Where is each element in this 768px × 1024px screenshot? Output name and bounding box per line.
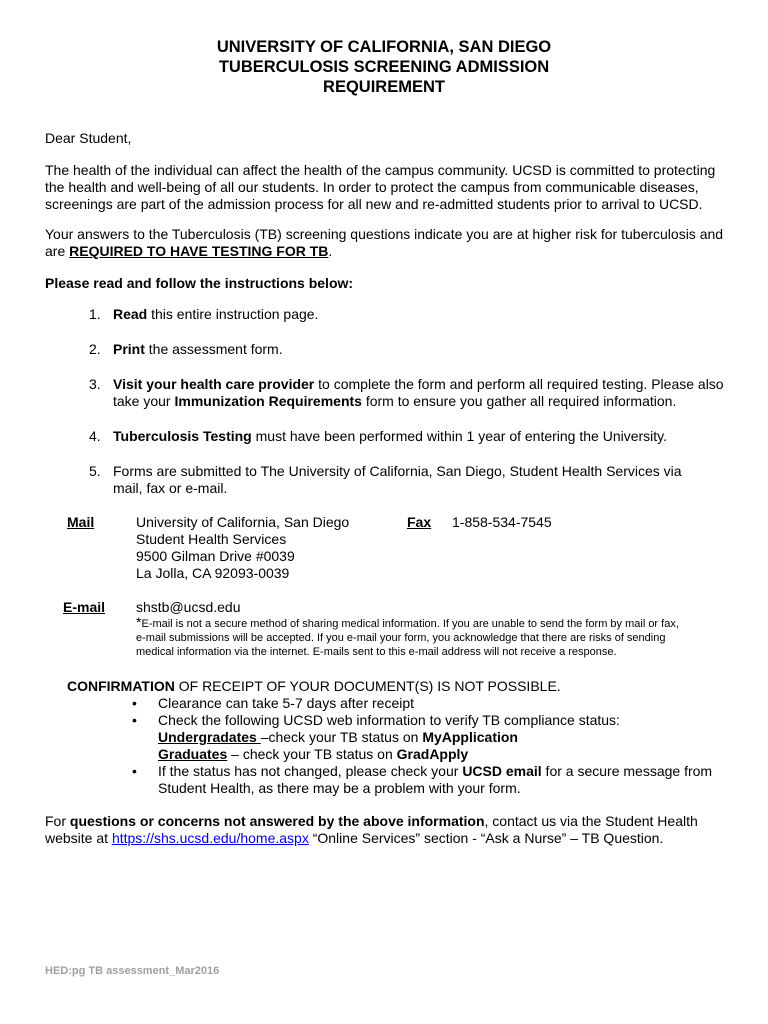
b3-post: for a secure message from bbox=[541, 763, 713, 779]
title-line-2: TUBERCULOSIS SCREENING ADMISSION bbox=[218, 58, 550, 76]
gradapply-text: GradApply bbox=[396, 746, 469, 762]
step-3-line-2 bbox=[113, 393, 733, 410]
closing-bold: questions or concerns not answered by the above information bbox=[69, 813, 485, 829]
bullet-line: Check the following UCSD web information to verify TB compliance status: bbox=[158, 712, 620, 728]
confirmation-notice bbox=[67, 678, 561, 695]
intro-line-3: screenings are part of the admission process for all new and re-admitted students prior to arrival to UCSD. bbox=[45, 196, 703, 212]
closing-l2-pre: website at bbox=[45, 830, 112, 846]
step-text bbox=[113, 306, 733, 323]
fax-label: Fax bbox=[407, 514, 432, 530]
email-note-line-2: e-mail submissions will be accepted. If you e-mail your form, you acknowledge that there are risks of sending bbox=[136, 632, 666, 644]
closing-post: , contact us via the Student Health bbox=[484, 813, 698, 829]
asterisk: * bbox=[136, 614, 142, 630]
bullet-text bbox=[158, 712, 738, 763]
bullet-text bbox=[158, 763, 738, 797]
bullet-icon: • bbox=[132, 695, 137, 711]
email-note-line-3: medical information via the internet. E-mails sent to this e-mail address will not receive a response. bbox=[136, 646, 617, 658]
undergrad-line bbox=[158, 729, 738, 746]
email-address: shstb@ucsd.edu bbox=[136, 599, 241, 615]
footer-reference: HED:pg TB assessment_Mar2016 bbox=[45, 965, 220, 977]
bullet-icon: • bbox=[132, 712, 137, 728]
step-rest: the assessment form. bbox=[144, 341, 283, 357]
grad-line bbox=[158, 746, 738, 763]
closing-l2-post: “Online Services” section - “Ask a Nurse” – TB Question. bbox=[308, 830, 664, 846]
address-line: Student Health Services bbox=[136, 531, 287, 547]
fax-number: 1-858-534-7545 bbox=[452, 514, 552, 530]
mail-label: Mail bbox=[67, 514, 95, 530]
title-line-1: UNIVERSITY OF CALIFORNIA, SAN DIEGO bbox=[216, 38, 552, 56]
intro-paragraph bbox=[45, 162, 725, 213]
closing-line-1 bbox=[45, 813, 725, 830]
required-testing-text: REQUIRED TO HAVE TESTING FOR TB bbox=[69, 243, 329, 259]
step-bold: Tuberculosis Testing bbox=[113, 428, 252, 444]
step-text bbox=[113, 376, 733, 410]
salutation: Dear Student, bbox=[45, 130, 132, 146]
email-note bbox=[136, 615, 736, 659]
step-number: 3. bbox=[89, 376, 101, 392]
risk-line-2-post: . bbox=[328, 243, 333, 259]
step-5-line-2: mail, fax or e-mail. bbox=[113, 480, 228, 496]
step-bold: Read bbox=[113, 306, 148, 322]
email-note-line-1 bbox=[136, 615, 736, 631]
step-5-line-1: Forms are submitted to The University of California, San Diego, Student Health Services via bbox=[113, 463, 682, 479]
b3-pre: If the status has not changed, please check your bbox=[158, 763, 463, 779]
risk-line-1: Your answers to the Tuberculosis (TB) screening questions indicate you are at higher risk for tuberculosis and bbox=[45, 226, 724, 242]
step-text bbox=[113, 428, 733, 445]
shs-website-link[interactable]: https://shs.ucsd.edu/home.aspx bbox=[111, 830, 309, 846]
risk-paragraph bbox=[45, 226, 725, 260]
risk-line-2-pre: are bbox=[45, 243, 70, 259]
address-line: La Jolla, CA 92093-0039 bbox=[136, 565, 290, 581]
address-line: 9500 Gilman Drive #0039 bbox=[136, 548, 295, 564]
step-rest: this entire instruction page. bbox=[147, 306, 319, 322]
mail-address bbox=[136, 514, 349, 582]
address-line: University of California, San Diego bbox=[136, 514, 350, 530]
grad-label: Graduates bbox=[158, 746, 228, 762]
bullet-line: Student Health, as there may be a problem with your form. bbox=[158, 780, 521, 796]
intro-line-1: The health of the individual can affect the health of the campus community. UCSD is committed to protecting bbox=[45, 162, 716, 178]
step-number: 5. bbox=[89, 463, 101, 479]
email-note-text: E-mail is not a secure method of sharing medical information. If you are unable to send the form by mail or fax, bbox=[141, 618, 679, 630]
step-rest: must have been performed within 1 year of entering the University. bbox=[251, 428, 668, 444]
bullet-text: Clearance can take 5-7 days after receipt bbox=[158, 695, 415, 711]
email-label: E-mail bbox=[63, 599, 106, 615]
step-text bbox=[113, 463, 733, 497]
step-number: 2. bbox=[89, 341, 101, 357]
closing-paragraph bbox=[45, 813, 725, 847]
step-text bbox=[113, 341, 733, 358]
step-l2-pre: take your bbox=[113, 393, 175, 409]
myapplication-text: MyApplication bbox=[422, 729, 518, 745]
document-title bbox=[0, 37, 768, 97]
grad-rest: – check your TB status on bbox=[227, 746, 397, 762]
step-3-line-1 bbox=[113, 376, 733, 393]
step-bold: Print bbox=[113, 341, 145, 357]
instructions-heading: Please read and follow the instructions below: bbox=[45, 275, 354, 291]
step-l2-post: form to ensure you gather all required information. bbox=[361, 393, 677, 409]
bullet-line bbox=[158, 763, 738, 780]
confirmation-bold: CONFIRMATION bbox=[67, 678, 175, 694]
bullet-icon: • bbox=[132, 763, 137, 779]
undergrad-rest: –check your TB status on bbox=[260, 729, 423, 745]
step-l2-bold: Immunization Requirements bbox=[174, 393, 362, 409]
step-rest: to complete the form and perform all required testing. Please also bbox=[314, 376, 724, 392]
confirmation-rest: OF RECEIPT OF YOUR DOCUMENT(S) IS NOT POSSIBLE. bbox=[174, 678, 561, 694]
risk-line-2 bbox=[45, 243, 725, 260]
undergrad-label: Undergradates bbox=[158, 729, 261, 745]
closing-line-2 bbox=[45, 830, 725, 847]
title-line-3: REQUIREMENT bbox=[323, 78, 445, 96]
ucsd-email-text: UCSD email bbox=[462, 763, 542, 779]
closing-pre: For bbox=[45, 813, 70, 829]
step-number: 1. bbox=[89, 306, 101, 322]
step-number: 4. bbox=[89, 428, 101, 444]
intro-line-2: the health and well-being of all our students. In order to protect the campus from communicable diseases, bbox=[45, 179, 699, 195]
step-bold: Visit your health care provider bbox=[113, 376, 315, 392]
